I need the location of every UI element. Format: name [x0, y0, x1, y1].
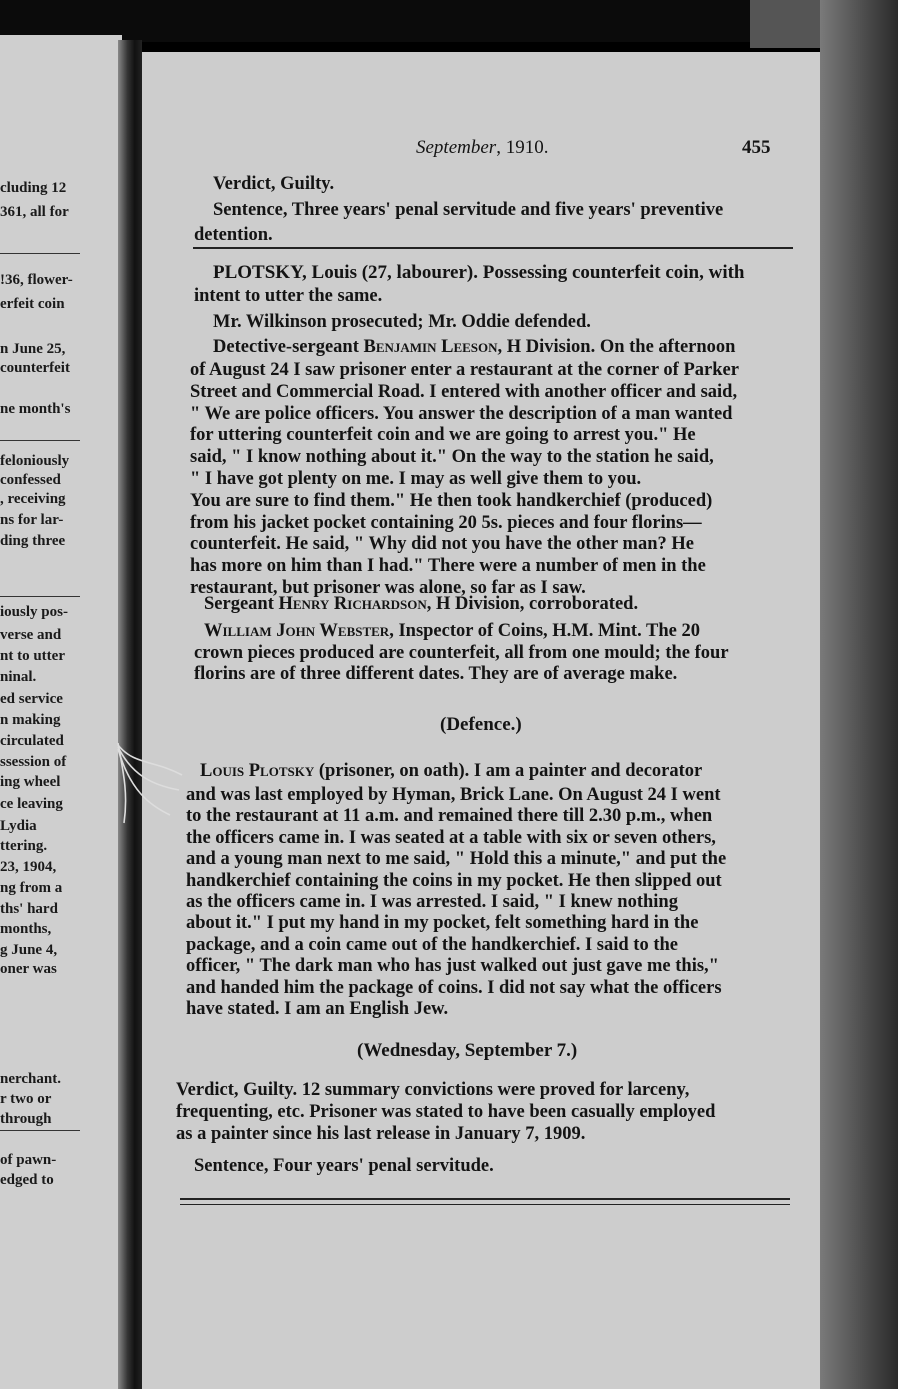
webster-line: crown pieces produced are counterfeit, all from one mould; the four — [194, 643, 729, 663]
left-page-fragment: n making — [0, 712, 61, 728]
left-page-fragment: g June 4, — [0, 942, 58, 958]
testimony-line: package, and a coin came out of the handkerchief. I said to the — [186, 934, 678, 955]
testimony-line: for uttering counterfeit coin and we are going to arrest you." He — [190, 425, 696, 446]
plotsky-first-tail: (prisoner, on oath). I am a painter and decorator — [314, 761, 703, 781]
left-page-fragment: ed service — [0, 691, 63, 707]
left-page-fragment: of pawn- — [0, 1152, 57, 1168]
end-rule-bottom — [180, 1204, 790, 1205]
left-page-fragment: ns for lar- — [0, 512, 64, 528]
binding-thread-icon — [104, 735, 184, 825]
left-page-fragment: months, — [0, 921, 52, 937]
testimony-line: officer, " The dark man who has just walked out just gave me this," — [186, 956, 719, 977]
left-page-fragment: ne month's — [0, 401, 71, 417]
webster-first-line — [204, 622, 700, 641]
left-page-fragment: ssession of — [0, 754, 67, 770]
leeson-lead: Detective-sergeant — [213, 337, 364, 357]
left-page-fragment: , receiving — [0, 491, 66, 507]
testimony-line: counterfeit. He said, " Why did not you have the other man? He — [190, 534, 694, 555]
left-page-fragment: ing wheel — [0, 774, 61, 790]
verdict-line: Verdict, Guilty. 12 summary convictions were proved for larceny, — [176, 1080, 690, 1100]
left-page-fragment: Lydia — [0, 818, 37, 834]
witness-name-webster: William John Webster — [204, 621, 390, 641]
prior-verdict: Verdict, Guilty. — [213, 174, 335, 194]
left-page-fragment: r two or — [0, 1091, 52, 1107]
header-month: September — [416, 137, 497, 158]
testimony-line: " We are police officers. You answer the description of a man wanted — [190, 403, 733, 424]
testimony-line: the officers came in. I was seated at a table with six or seven others, — [186, 827, 716, 848]
left-page-fragment: counterfeit — [0, 360, 70, 376]
testimony-line: said, " I know nothing about it." On the way to the station he said, — [190, 447, 714, 468]
prior-sentence-cont: detention. — [194, 225, 273, 245]
testimony-line: handkerchief containing the coins in my pocket. He then slipped out — [186, 870, 722, 891]
left-page-fragment: ce leaving — [0, 796, 63, 812]
case-heading-cont: intent to utter the same. — [194, 286, 383, 306]
book-edge — [820, 0, 898, 1389]
testimony-line: and a young man next to me said, " Hold this a minute," and put the — [186, 849, 727, 870]
left-page-fragment: nt to utter — [0, 648, 65, 664]
case-heading: PLOTSKY, Louis (27, labourer). Possessing counterfeit coin, with — [213, 262, 745, 283]
left-page-rule — [0, 440, 80, 441]
left-page-rule — [0, 1130, 80, 1131]
testimony-line: as the officers came in. I was arrested. I said, " I knew nothing — [186, 892, 678, 912]
left-page-fragment: 361, all for — [0, 204, 69, 220]
testimony-line: and handed him the package of coins. I did not say what the officers — [186, 977, 722, 998]
book-gutter — [118, 40, 142, 1389]
page-number: 455 — [742, 137, 771, 158]
left-page-fragment: cluding 12 — [0, 180, 67, 196]
left-page-fragment: erfeit coin — [0, 296, 65, 312]
witness-name-leeson: Benjamin Leeson — [363, 337, 498, 357]
richardson-line — [204, 595, 638, 614]
left-page-fragment: iously pos- — [0, 604, 68, 620]
testimony-line: and was last employed by Hyman, Brick Lane. On August 24 I went — [186, 785, 721, 805]
left-page-fragment: ding three — [0, 533, 66, 549]
testimony-line: have stated. I am an English Jew. — [186, 999, 449, 1019]
testimony-line: You are sure to find them." He then took handkerchief (produced) — [190, 490, 713, 511]
webster-line: florins are of three different dates. They are of average make. — [194, 664, 678, 684]
left-page-fragment: feloniously — [0, 453, 70, 469]
defence-heading: (Defence.) — [440, 714, 522, 735]
left-page-fragment: 23, 1904, — [0, 859, 57, 875]
left-page-rule — [0, 596, 80, 597]
testimony-line: Street and Commercial Road. I entered with another officer and said, — [190, 381, 738, 402]
counsel-line: Mr. Wilkinson prosecuted; Mr. Oddie defended. — [213, 312, 591, 332]
left-facing-page — [0, 35, 122, 1389]
verdict-line: as a painter since his last release in January 7, 1909. — [176, 1124, 586, 1144]
left-page-fragment: ng from a — [0, 880, 63, 896]
leeson-first-line — [213, 338, 735, 357]
left-page-fragment: ninal. — [0, 669, 37, 685]
end-rule-top — [180, 1198, 790, 1200]
case-divider — [193, 247, 793, 249]
webster-first-tail: , Inspector of Coins, H.M. Mint. The 20 — [389, 621, 700, 641]
header-year: , 1910. — [496, 137, 549, 158]
prior-sentence: Sentence, Three years' penal servitude and five years' preventive — [213, 200, 724, 220]
plotsky-first-line — [200, 762, 702, 781]
testimony-line: " I have got plenty on me. I may as well give them to you. — [190, 469, 642, 489]
leeson-first-tail: , H Division. On the afternoon — [497, 337, 736, 357]
testimony-line: restaurant, but prisoner was alone, so far as I saw. — [190, 578, 586, 598]
verdict-line: frequenting, etc. Prisoner was stated to have been casually employed — [176, 1102, 716, 1122]
running-header — [416, 138, 548, 157]
left-page-rule — [0, 253, 80, 254]
left-page-fragment: ttering. — [0, 838, 48, 854]
left-page-fragment: n June 25, — [0, 341, 66, 357]
prisoner-name: Louis Plotsky — [200, 761, 315, 781]
left-page-fragment: confessed — [0, 472, 61, 488]
testimony-line: has more on him than I had." There were a number of men in the — [190, 556, 706, 577]
left-page-fragment: !36, flower- — [0, 272, 73, 288]
left-page-fragment: through — [0, 1111, 52, 1127]
left-page-fragment: edged to — [0, 1172, 54, 1188]
left-page-fragment: ths' hard — [0, 901, 58, 917]
richardson-tail: , H Division, corroborated. — [426, 594, 639, 614]
testimony-line: to the restaurant at 11 a.m. and remained there till 2.30 p.m., when — [186, 806, 713, 827]
left-page-fragment: oner was — [0, 961, 57, 977]
final-sentence: Sentence, Four years' penal servitude. — [194, 1156, 494, 1176]
witness-name-richardson: Henry Richardson — [278, 594, 427, 614]
left-page-fragment: circulated — [0, 733, 64, 749]
left-page-fragment: nerchant. — [0, 1071, 61, 1087]
left-page-fragment: verse and — [0, 627, 62, 643]
testimony-line: from his jacket pocket containing 20 5s. pieces and four florins— — [190, 512, 702, 533]
date-heading: (Wednesday, September 7.) — [357, 1040, 578, 1061]
richardson-lead: Sergeant — [204, 594, 279, 614]
testimony-line: about it." I put my hand in my pocket, felt something hard in the — [186, 913, 699, 934]
testimony-line: of August 24 I saw prisoner enter a restaurant at the corner of Parker — [190, 360, 739, 380]
